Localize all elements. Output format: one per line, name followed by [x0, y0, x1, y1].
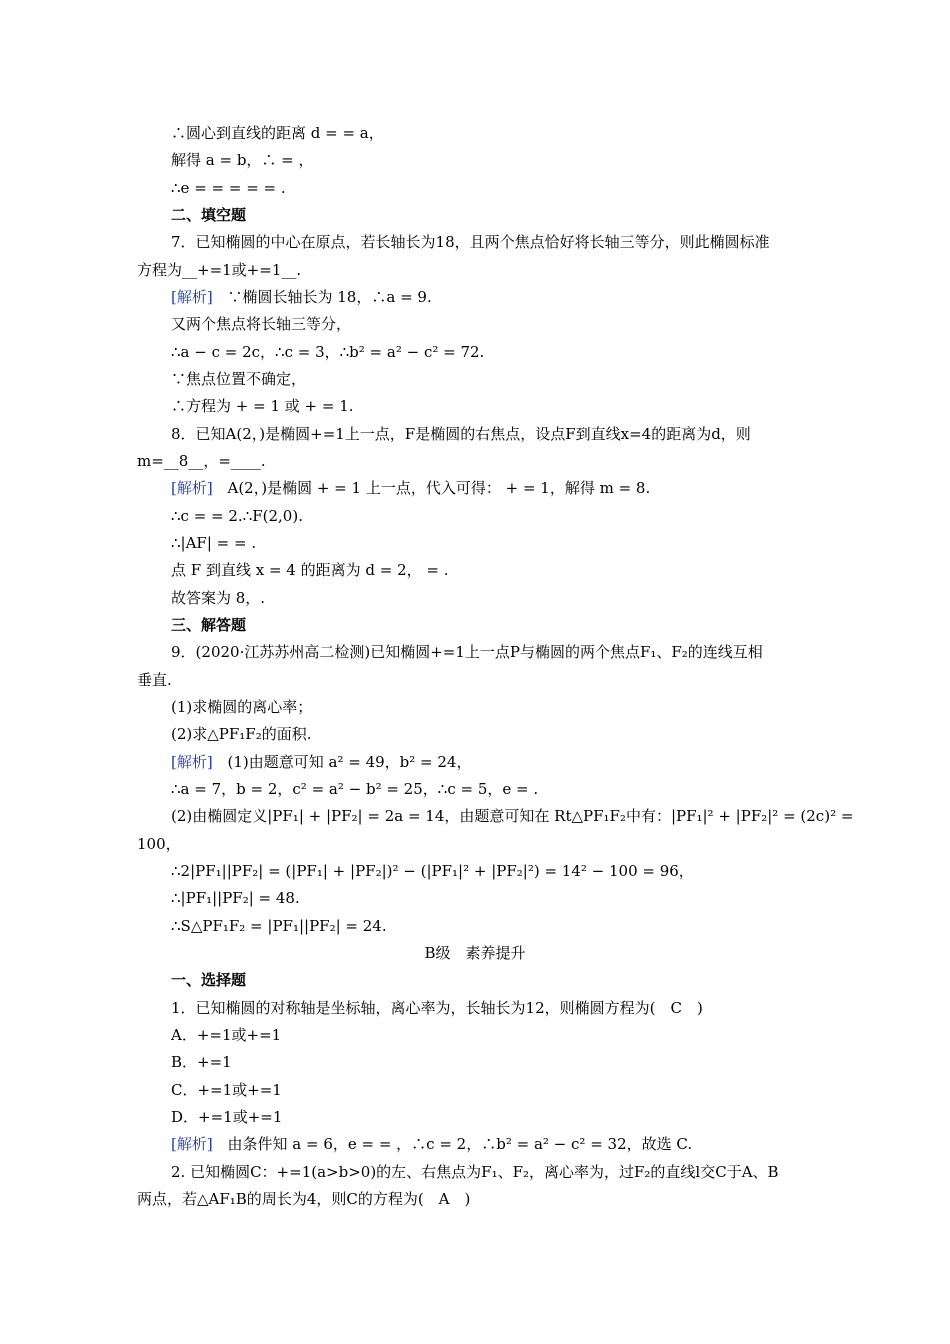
- choice-b: B．+=1: [171, 1053, 232, 1071]
- choice-d: D．+=1或+=1: [171, 1108, 283, 1126]
- section-heading: 二、填空题: [171, 206, 247, 224]
- text-line: (2)由椭圆定义|PF₁| + |PF₂| = 2a = 14，由题意可知在 Rt△PF₁F₂中有：|PF₁|² + |PF₂|² = (2c)² =: [171, 807, 854, 825]
- question-text: 2. 已知椭圆C：+=1(a>b>0)的左、右焦点为F₁、F₂，离心率为，过F₂的直线l交C于A、B: [171, 1163, 779, 1181]
- text-line: ∵焦点位置不确定，: [171, 370, 307, 388]
- analysis-text: ∵椭圆长轴长为 18，∴a = 9.: [227, 288, 432, 306]
- question-answer-line: m=__8__，=____.: [137, 452, 266, 470]
- section-heading: 一、选择题: [171, 971, 247, 989]
- analysis-line: [171, 479, 650, 497]
- section-heading: 三、解答题: [171, 616, 247, 634]
- choice-a: A．+=1或+=1: [171, 1026, 282, 1044]
- analysis-tag: [解析]: [171, 753, 213, 771]
- question-answer-line: 方程为__+=1或+=1__.: [137, 261, 302, 279]
- choice-c: C．+=1或+=1: [171, 1081, 282, 1099]
- text-line: 两点，若△AF₁B的周长为4，则C的方程为( A ): [137, 1190, 471, 1208]
- text-line: ∴S△PF₁F₂ = |PF₁||PF₂| = 24.: [171, 917, 387, 935]
- text-line: 点 F 到直线 x = 4 的距离为 d = 2， = .: [171, 561, 449, 579]
- question-text: 1．已知椭圆的对称轴是坐标轴，离心率为，长轴长为12，则椭圆方程为( C ): [171, 999, 703, 1017]
- analysis-text: A(2，)是椭圆 + = 1 上一点，代入可得： + = 1，解得 m = 8.: [227, 479, 651, 497]
- text-line: 解得 a = b，∴ = ，: [171, 151, 314, 169]
- analysis-line: [171, 753, 471, 771]
- level-heading: B级 素养提升: [424, 944, 526, 962]
- question-text: 8．已知A(2，)是椭圆+=1上一点，F是椭圆的右焦点，设点F到直线x=4的距离为d，则: [171, 425, 751, 443]
- text-line: ∴a = 7，b = 2，c² = a² − b² = 25，∴c = 5，e = .: [171, 780, 539, 798]
- text-line: ∴a − c = 2c，∴c = 3，∴b² = a² − c² = 72.: [171, 343, 485, 361]
- text-line: 100，: [137, 835, 181, 853]
- analysis-tag: [解析]: [171, 1135, 213, 1153]
- text-line: ∴c = = 2.∴F(2,0).: [171, 507, 303, 525]
- analysis-text: 由条件知 a = 6，e = = ，∴c = 2，∴b² = a² − c² = 32，故选 C.: [227, 1135, 693, 1153]
- analysis-line: [171, 288, 432, 306]
- text-line: ∴方程为 + = 1 或 + = 1.: [171, 397, 354, 415]
- text-line: ∴|PF₁||PF₂| = 48.: [171, 889, 300, 907]
- text-line: (2)求△PF₁F₂的面积.: [171, 725, 312, 743]
- text-line: 垂直.: [137, 671, 172, 689]
- text-line: ∴2|PF₁||PF₂| = (|PF₁| + |PF₂|)² − (|PF₁|² + |PF₂|²) = 14² − 100 = 96，: [171, 862, 694, 880]
- question-text: 9．(2020·江苏苏州高二检测)已知椭圆+=1上一点P与椭圆的两个焦点F₁、F₂的连线互相: [171, 643, 763, 661]
- text-line: ∴|AF| = = .: [171, 534, 257, 552]
- text-line: 故答案为 8，.: [171, 589, 266, 607]
- text-line: (1)求椭圆的离心率；: [171, 698, 313, 716]
- text-line: 又两个焦点将长轴三等分，: [171, 315, 352, 333]
- question-text: 7．已知椭圆的中心在原点，若长轴长为18，且两个焦点恰好将长轴三等分，则此椭圆标准: [171, 233, 770, 251]
- analysis-line: [171, 1135, 692, 1153]
- text-line: ∴e = = = = = .: [171, 179, 286, 197]
- analysis-tag: [解析]: [171, 479, 213, 497]
- text-line: ∴圆心到直线的距离 d = = a，: [171, 124, 384, 142]
- analysis-tag: [解析]: [171, 288, 213, 306]
- analysis-text: (1)由题意可知 a² = 49，b² = 24，: [227, 753, 472, 771]
